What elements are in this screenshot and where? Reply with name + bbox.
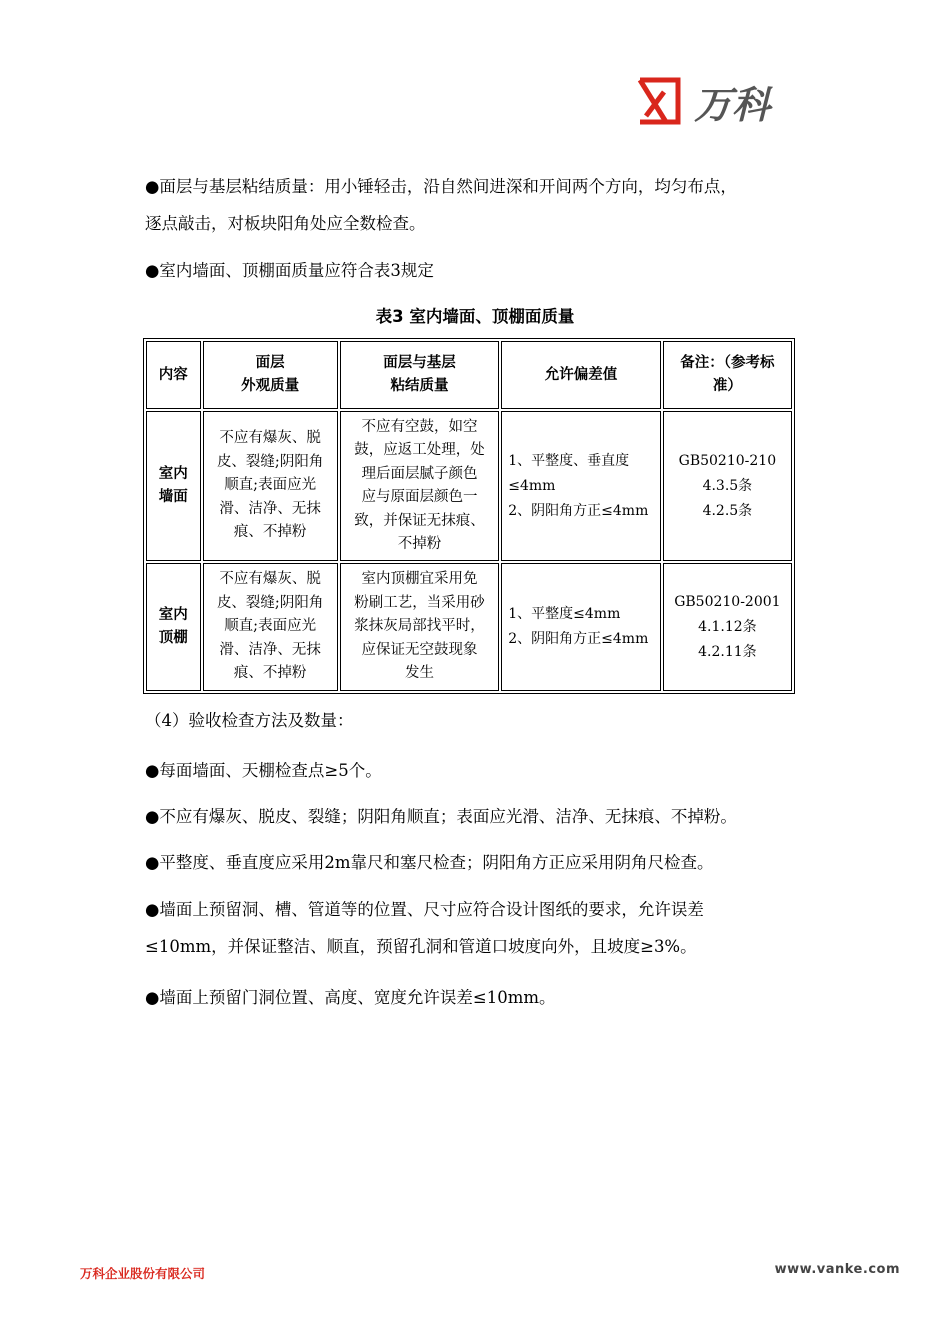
paragraph-table-ref: ●室内墙面、顶棚面质量应符合表3规定 [145,261,434,280]
header-line: 粘结质量 [390,378,449,394]
cell-line: 4.1.12条 [698,618,757,635]
cell-deviation [501,563,661,691]
cell-deviation [501,411,661,561]
logo-text: 万科 [694,83,771,127]
cell-line: 鼓，应返工处理，处 [354,442,485,458]
cell-line: 应保证无空鼓现象 [361,641,478,658]
footer-website[interactable]: www.vanke.com [774,1262,900,1277]
quality-table [143,338,795,694]
cell-line: 室内顶棚宜采用免 [361,571,478,588]
inspection-heading: （4）验收检查方法及数量： [145,711,354,730]
row-name-line: 墙面 [158,489,188,505]
table-row [146,411,792,561]
paragraph-line: 逐点敲击，对板块阳角处应全数检查。 [145,214,426,233]
cell-line: 顺直;表面应光 [224,477,317,494]
cell-line: 4.3.5条 [702,477,753,494]
cell-line: GB50210-210 [678,452,777,469]
vanke-logo-icon [636,72,806,128]
cell-line: 不掉粉 [397,536,442,552]
header-deviation: 允许偏差值 [501,341,661,409]
paragraph-bonding-quality [145,168,737,242]
header-content: 内容 [146,341,201,409]
paragraph-line: ●面层与基层粘结质量：用小锤轻击，沿自然间进深和开间两个方向，均匀布点， [145,177,737,196]
cell-line: 粉刷工艺，当采用砂 [354,594,485,611]
cell-line: 不应有爆灰、脱 [219,430,321,447]
header-line: 面层 [255,355,285,371]
header-line: 备注：（参考标 [680,355,775,371]
inspection-item: ●不应有爆灰、脱皮、裂缝；阴阳角顺直；表面应光滑、洁净、无抹痕、不掉粉。 [145,807,737,826]
cell-line: 顺直;表面应光 [224,618,317,635]
vanke-logo [636,72,806,128]
row-name [146,411,201,561]
table-caption: 表3 室内墙面、顶棚面质量 [375,307,575,326]
cell-bonding [340,563,500,691]
table-header-row [146,341,792,409]
cell-reference [663,563,792,691]
cell-line: 滑、洁净、无抹 [219,641,321,658]
header-line: 准） [712,378,742,394]
inspection-item: ●平整度、垂直度应采用2m靠尺和塞尺检查；阴阳角方正应采用阴角尺检查。 [145,853,714,872]
cell-line: 4.2.11条 [698,643,757,660]
header-line: 面层与基层 [383,355,456,371]
cell-line: 2、阴阳角方正≤4mm [508,631,649,647]
cell-line: 痕、不掉粉 [233,524,307,541]
cell-line: 皮、裂缝;阴阳角 [216,453,324,470]
header-line: 外观质量 [241,378,300,394]
cell-line: 1、平整度、垂直度 [508,452,630,469]
cell-line: 痕、不掉粉 [233,665,307,682]
cell-line: 浆抹灰局部找平时， [354,618,485,635]
cell-line: 致，并保证无抹痕、 [354,512,485,529]
cell-line: 2、阴阳角方正≤4mm [508,502,649,519]
cell-line: 不应有空鼓，如空 [361,418,478,435]
footer-company: 万科企业股份有限公司 [80,1266,206,1281]
cell-line: GB50210-2001 [674,593,781,610]
row-name-line: 室内 [158,466,188,482]
cell-line: 4.2.5条 [702,502,753,519]
header-appearance [203,341,338,409]
row-name-line: 顶棚 [158,630,188,646]
row-name [146,563,201,691]
cell-line: ≤4mm [508,477,556,494]
header-reference [663,341,792,409]
cell-line: 应与原面层颜色一 [361,489,478,505]
cell-appearance [203,563,338,691]
cell-line: 滑、洁净、无抹 [219,500,321,517]
table-row [146,563,792,691]
cell-reference [663,411,792,561]
cell-bonding [340,411,500,561]
cell-line: 皮、裂缝;阴阳角 [216,594,324,611]
inspection-line: ≤10mm，并保证整洁、顺直，预留孔洞和管道口坡度向外，且坡度≥3%。 [145,937,697,956]
inspection-item: ●每面墙面、天棚检查点≥5个。 [145,761,382,780]
cell-line: 1、平整度≤4mm [508,606,621,622]
cell-line: 发生 [405,665,435,682]
inspection-line: ●墙面上预留洞、槽、管道等的位置、尺寸应符合设计图纸的要求，允许误差 [145,900,704,919]
cell-line: 理后面层腻子颜色 [361,465,478,482]
cell-line: 不应有爆灰、脱 [219,571,321,588]
header-bonding [340,341,500,409]
inspection-item: ●墙面上预留门洞位置、高度、宽度允许误差≤10mm。 [145,988,556,1007]
row-name-line: 室内 [158,607,188,623]
cell-appearance [203,411,338,561]
inspection-item [145,891,704,965]
